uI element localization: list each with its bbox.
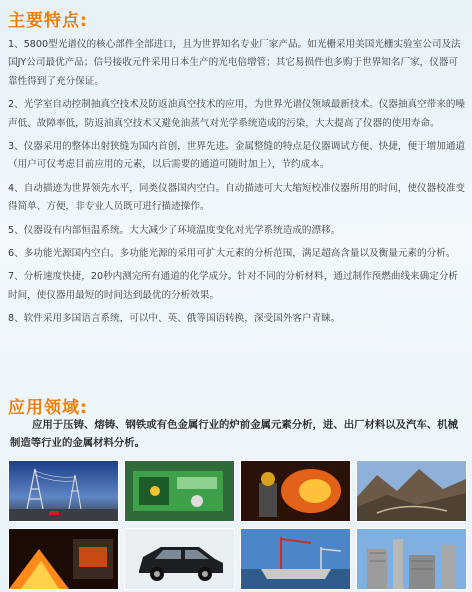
photo-industrial-plant (356, 528, 467, 590)
feature-item-7: 7、分析速度快捷，20秒内测完所有通道的化学成分。针对不同的分析材料，通过制作预燃曲线来确定分析时间，使仪器用最短的时间达到最优的分析效果。 (8, 271, 459, 301)
feature-item-5: 5、仪器设有内部恒温系统。大大减少了环境温度变化对光学系统造成的漂移。 (8, 224, 341, 236)
photo-power-lines-highway (8, 460, 119, 522)
features-list (8, 36, 466, 334)
application-heading: 应用领域: (8, 398, 88, 418)
photo-molten-metal-furnace (8, 528, 119, 590)
feature-item-6: 6、多功能光源国内空白。多功能光源的采用可扩大元素的分析范围，满足超高含量以及衡量元素的分析。 (8, 248, 456, 260)
application-photo-grid (8, 460, 464, 588)
feature-item-3: 3、仪器采用的整体出射狭缝为国内首创，世界先进。金属整缝的特点是仪器调试方便、快捷，便于增加通道（用户可仅考虑目前应用的元素，以后需要的通道可随时加上），节约成本。 (8, 141, 466, 171)
feature-item-2: 2、光学室自动控制抽真空技术及防返油真空技术的应用，为世界光谱仪领域最新技术。仪器抽真空带来的噪声低、故障率低，防返油真空技术又避免油蒸气对光学系统造成的污染，大大提高了仪器的使用寿命。 (8, 99, 466, 129)
photo-green-machinery (124, 460, 235, 522)
application-text: 应用于压铸、熔铸、钢铁或有色金属行业的炉前金属元素分析，进、出厂材料以及汽车、机械制造等行业的金属材料分析。 (10, 419, 459, 449)
feature-item-4: 4、自动描迹为世界领先水平，同类仪器国内空白。自动描迹可大大缩短校准仪器所用的时间，使仪器校准变得简单、方便，非专业人员既可进行描迹操作。 (8, 182, 466, 213)
feature-item-8: 8、软件采用多国语言系统，可以中、英、俄等国语转换，深受国外客户青睐。 (8, 313, 341, 325)
features-heading: 主要特点: (8, 11, 88, 31)
feature-item-1: 1、5800型光谱仪的核心部件全部进口，且为世界知名专业厂家产品。如光栅采用美国光栅实验室公司及法国JY公司最优产品；信号接收元件采用日本生产的光电倍增管；其它易损件也多购于世界知名厂家，仪器可靠性得到了充分保证。 (8, 39, 461, 87)
photo-shipyard (240, 528, 351, 590)
photo-black-suv (124, 528, 235, 590)
photo-mountain-quarry (356, 460, 467, 522)
photo-foundry-worker (240, 460, 351, 522)
